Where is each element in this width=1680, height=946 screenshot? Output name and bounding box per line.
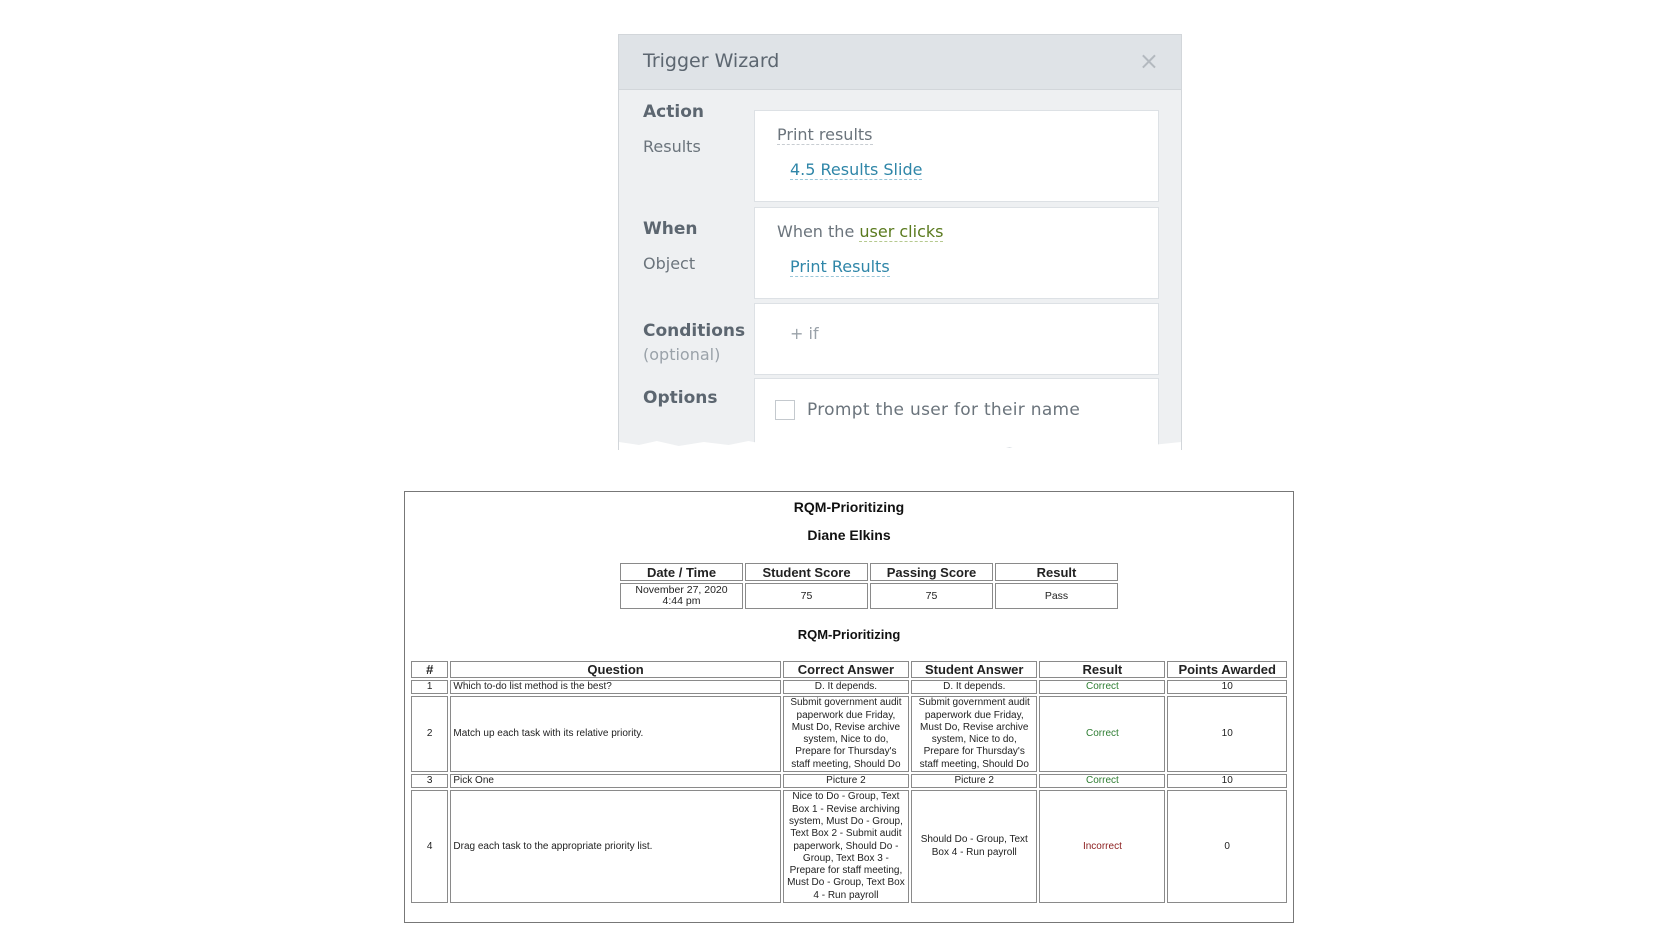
conditions-label: Conditions	[643, 321, 746, 341]
question-result: Incorrect	[1039, 790, 1165, 903]
dialog-title: Trigger Wizard	[643, 50, 780, 72]
result-value: Pass	[995, 583, 1118, 609]
header-student-score: Student Score	[745, 563, 868, 581]
add-condition-link[interactable]: + if	[790, 324, 819, 343]
table-row	[411, 774, 1287, 788]
points-awarded: 0	[1167, 790, 1287, 903]
header-passing-score: Passing Score	[870, 563, 993, 581]
header-result: Result	[995, 563, 1118, 581]
trigger-wizard-dialog	[618, 34, 1182, 450]
results-report	[404, 491, 1294, 923]
student-answer: Submit government audit paperwork due Friday, Must Do, Revise archive system, Nice to do, Prepare for Thursday's staff meeting, Should Do	[911, 696, 1037, 772]
questions-table	[409, 659, 1289, 905]
question-number: 1	[411, 680, 448, 694]
event-link[interactable]: user clicks	[859, 222, 944, 241]
student-answer: Should Do - Group, Text Box 4 - Run payroll	[911, 790, 1037, 903]
student-score-value: 75	[745, 583, 868, 609]
prompt-name-label[interactable]: Prompt the user for their name	[807, 400, 1081, 420]
object-link[interactable]: Print Results	[790, 257, 890, 276]
points-awarded: 10	[1167, 680, 1287, 694]
results-label: Results	[643, 137, 701, 156]
action-box	[754, 110, 1159, 202]
date-value: November 27, 2020	[635, 584, 728, 596]
passing-score-value: 75	[870, 583, 993, 609]
date-time-value	[620, 583, 743, 609]
torn-edge	[619, 436, 1181, 450]
summary-table	[618, 561, 1120, 611]
table-row	[411, 790, 1287, 903]
question-number: 2	[411, 696, 448, 772]
when-prefix: When the	[777, 222, 855, 241]
correct-answer: Picture 2	[783, 774, 909, 788]
header-date-time: Date / Time	[620, 563, 743, 581]
question-number: 3	[411, 774, 448, 788]
when-label: When	[643, 219, 698, 239]
results-slide-link[interactable]: 4.5 Results Slide	[790, 160, 923, 179]
question-number: 4	[411, 790, 448, 903]
points-awarded: 10	[1167, 696, 1287, 772]
correct-answer: Nice to Do - Group, Text Box 1 - Revise archiving system, Must Do - Group, Text Box 2 - Submit audit paperwork, Should Do - Group, Text Box 3 - Prepare for staff meeting, Must Do - Group, Text Box 4 - Run payroll	[783, 790, 909, 903]
student-answer: Picture 2	[911, 774, 1037, 788]
options-label: Options	[643, 388, 718, 408]
question-result: Correct	[1039, 774, 1165, 788]
questions-header-row	[411, 661, 1287, 678]
question-text: Drag each task to the appropriate priority list.	[450, 790, 780, 903]
table-row	[411, 680, 1287, 694]
question-text: Which to-do list method is the best?	[450, 680, 780, 694]
points-awarded: 10	[1167, 774, 1287, 788]
action-dropdown[interactable]: Print results	[777, 125, 873, 144]
object-label: Object	[643, 254, 696, 273]
report-title: RQM-Prioritizing	[793, 499, 905, 515]
question-result: Correct	[1039, 696, 1165, 772]
student-answer: D. It depends.	[911, 680, 1037, 694]
student-name: Diane Elkins	[807, 527, 891, 543]
header-result: Result	[1039, 661, 1165, 678]
close-icon[interactable]: ×	[1138, 47, 1159, 75]
header-question: Question	[450, 661, 780, 678]
action-value[interactable]	[777, 125, 873, 144]
correct-answer: D. It depends.	[783, 680, 909, 694]
when-sentence	[777, 222, 943, 241]
section-title: RQM-Prioritizing	[797, 627, 901, 642]
header-number: #	[411, 661, 448, 678]
conditions-optional-label: (optional)	[643, 345, 721, 364]
header-points-awarded: Points Awarded	[1167, 661, 1287, 678]
action-label: Action	[643, 102, 704, 122]
question-text: Pick One	[450, 774, 780, 788]
dialog-header	[619, 35, 1181, 90]
when-box	[754, 207, 1159, 299]
question-text: Match up each task with its relative priority.	[450, 696, 780, 772]
conditions-box	[754, 303, 1159, 375]
prompt-name-checkbox[interactable]	[775, 400, 795, 420]
header-correct-answer: Correct Answer	[783, 661, 909, 678]
time-value: 4:44 pm	[662, 595, 701, 607]
correct-answer: Submit government audit paperwork due Friday, Must Do, Revise archive system, Nice to do, Prepare for Thursday's staff meeting, Should Do	[783, 696, 909, 772]
question-result: Correct	[1039, 680, 1165, 694]
header-student-answer: Student Answer	[911, 661, 1037, 678]
table-row	[411, 696, 1287, 772]
summary-data-row	[620, 583, 1118, 609]
summary-header-row	[620, 563, 1118, 581]
